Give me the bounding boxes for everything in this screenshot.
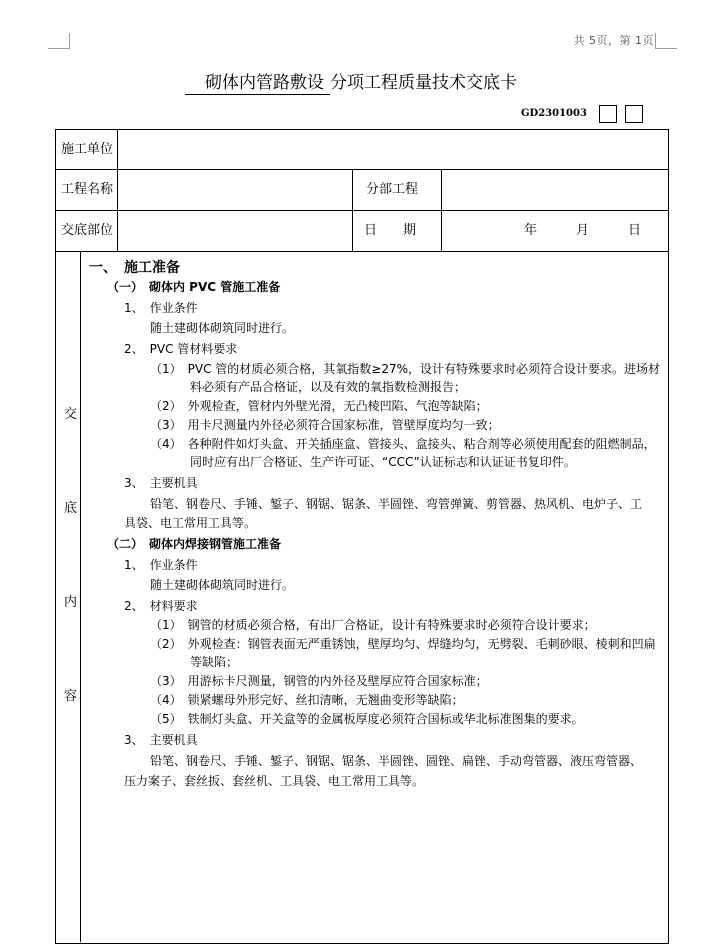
checkbox-2[interactable]	[625, 105, 643, 123]
title-suffix: 分项工程质量技术交底卡	[330, 73, 517, 93]
sub-project-label: 分部工程	[366, 182, 419, 197]
date-label: 日 期	[364, 223, 417, 238]
date-value[interactable]: 年 月 日	[524, 223, 642, 238]
subsection-heading: （一） 砌体内 PVC 管施工准备	[107, 280, 281, 294]
list-item: （4） 锁紧螺母外形完好、丝扣清晰，无翘曲变形等缺陷；	[150, 693, 464, 707]
list-item: （2） 外观检查，管材内外壁光滑，无凸棱凹陷、气泡等缺陷；	[150, 399, 488, 413]
paragraph: 铅笔、钢卷尺、手锤、錾子、钢锯、锯条、半圆锉、弯管弹簧、剪管器、热风机、电炉子、工	[150, 497, 643, 511]
subsection-heading: （二） 砌体内焊接钢管施工准备	[107, 537, 282, 551]
list-item: （3） 用卡尺测量内外径必须符合国家标准，管壁厚度均匀一致；	[150, 418, 500, 432]
section-heading: 一、 施工准备	[89, 260, 180, 276]
list-item-continuation: 等缺陷；	[190, 655, 239, 669]
list-item: （4） 各种附件如灯头盒、开关插座盒、管接头、盒接头、粘合剂等必须使用配套的阻燃制品，	[150, 437, 656, 451]
side-label-char-1: 交	[64, 407, 78, 422]
title-subject: 砌体内管路敷设	[185, 73, 330, 95]
list-item-continuation: 同时应有出厂合格证、生产许可证、“CCC”认证标志和认证证书复印件。	[190, 455, 576, 469]
sub-project-field[interactable]	[443, 171, 666, 208]
construction-unit-field[interactable]	[119, 131, 666, 168]
list-item: （2） 外观检查：钢管表面无严重锈蚀，壁厚均匀、焊缝均匀，无劈裂、毛刺砂眼、棱刺和凹扁	[150, 637, 656, 651]
item-heading: 2、 材料要求	[124, 599, 198, 613]
document-code: GD2301003	[521, 108, 587, 119]
list-item: （1） 钢管的材质必须合格，有出厂合格证，设计有特殊要求时必须符合设计要求；	[150, 618, 596, 632]
side-label-char-4: 容	[64, 689, 78, 704]
item-heading: 1、 作业条件	[124, 558, 198, 572]
crop-mark-right-horizontal	[655, 48, 677, 49]
handover-location-field[interactable]	[119, 212, 350, 249]
paragraph: 随土建砌体砌筑同时进行。	[150, 321, 295, 335]
handover-location-label: 交底部位	[61, 223, 114, 238]
construction-unit-label: 施工单位	[61, 142, 114, 157]
item-heading: 1、 作业条件	[124, 301, 198, 315]
side-column-divider	[80, 251, 81, 942]
checkbox-1[interactable]	[599, 105, 617, 123]
row-divider-2	[55, 210, 669, 211]
project-name-label: 工程名称	[61, 182, 114, 197]
middle-column-divider-2	[441, 169, 442, 251]
project-name-field[interactable]	[119, 171, 350, 208]
list-item: （3） 用游标卡尺测量，钢管的内外径及壁厚应符合国家标准；	[150, 674, 488, 688]
middle-column-divider-1	[352, 169, 353, 251]
item-heading: 2、 PVC 管材料要求	[124, 342, 238, 356]
row-divider-3	[55, 251, 669, 252]
paragraph-continuation: 压力案子、套丝扳、套丝机、工具袋、电工常用工具等。	[124, 774, 425, 788]
row-divider-1	[55, 169, 669, 170]
crop-mark-left-horizontal	[48, 48, 70, 49]
list-item-continuation: 料必须有产品合格证，以及有效的氧指数检测报告；	[190, 380, 467, 394]
page-number-info: 共 5页，第 1页	[573, 34, 654, 47]
list-item: （1） PVC 管的材质必须合格，其氧指数≥27%，设计有特殊要求时必须符合设计要求。进场材	[150, 362, 661, 376]
side-label-char-3: 内	[64, 595, 78, 610]
crop-mark-right-vertical	[655, 33, 656, 49]
label-column-divider	[117, 129, 118, 251]
paragraph: 铅笔、钢卷尺、手锤、錾子、钢锯、锯条、半圆锉、圆锉、扁锉、手动弯管器、液压弯管器、	[150, 754, 643, 768]
crop-mark-left-vertical	[69, 33, 70, 49]
paragraph-continuation: 具袋、电工常用工具等。	[124, 516, 257, 530]
list-item: （5） 铁制灯头盒、开关盒等的金属板厚度必须符合国标或华北标准图集的要求。	[150, 712, 584, 726]
document-title	[0, 73, 702, 95]
item-heading: 3、 主要机具	[124, 476, 198, 490]
item-heading: 3、 主要机具	[124, 733, 198, 747]
side-label-char-2: 底	[64, 501, 78, 516]
paragraph: 随土建砌体砌筑同时进行。	[150, 578, 295, 592]
